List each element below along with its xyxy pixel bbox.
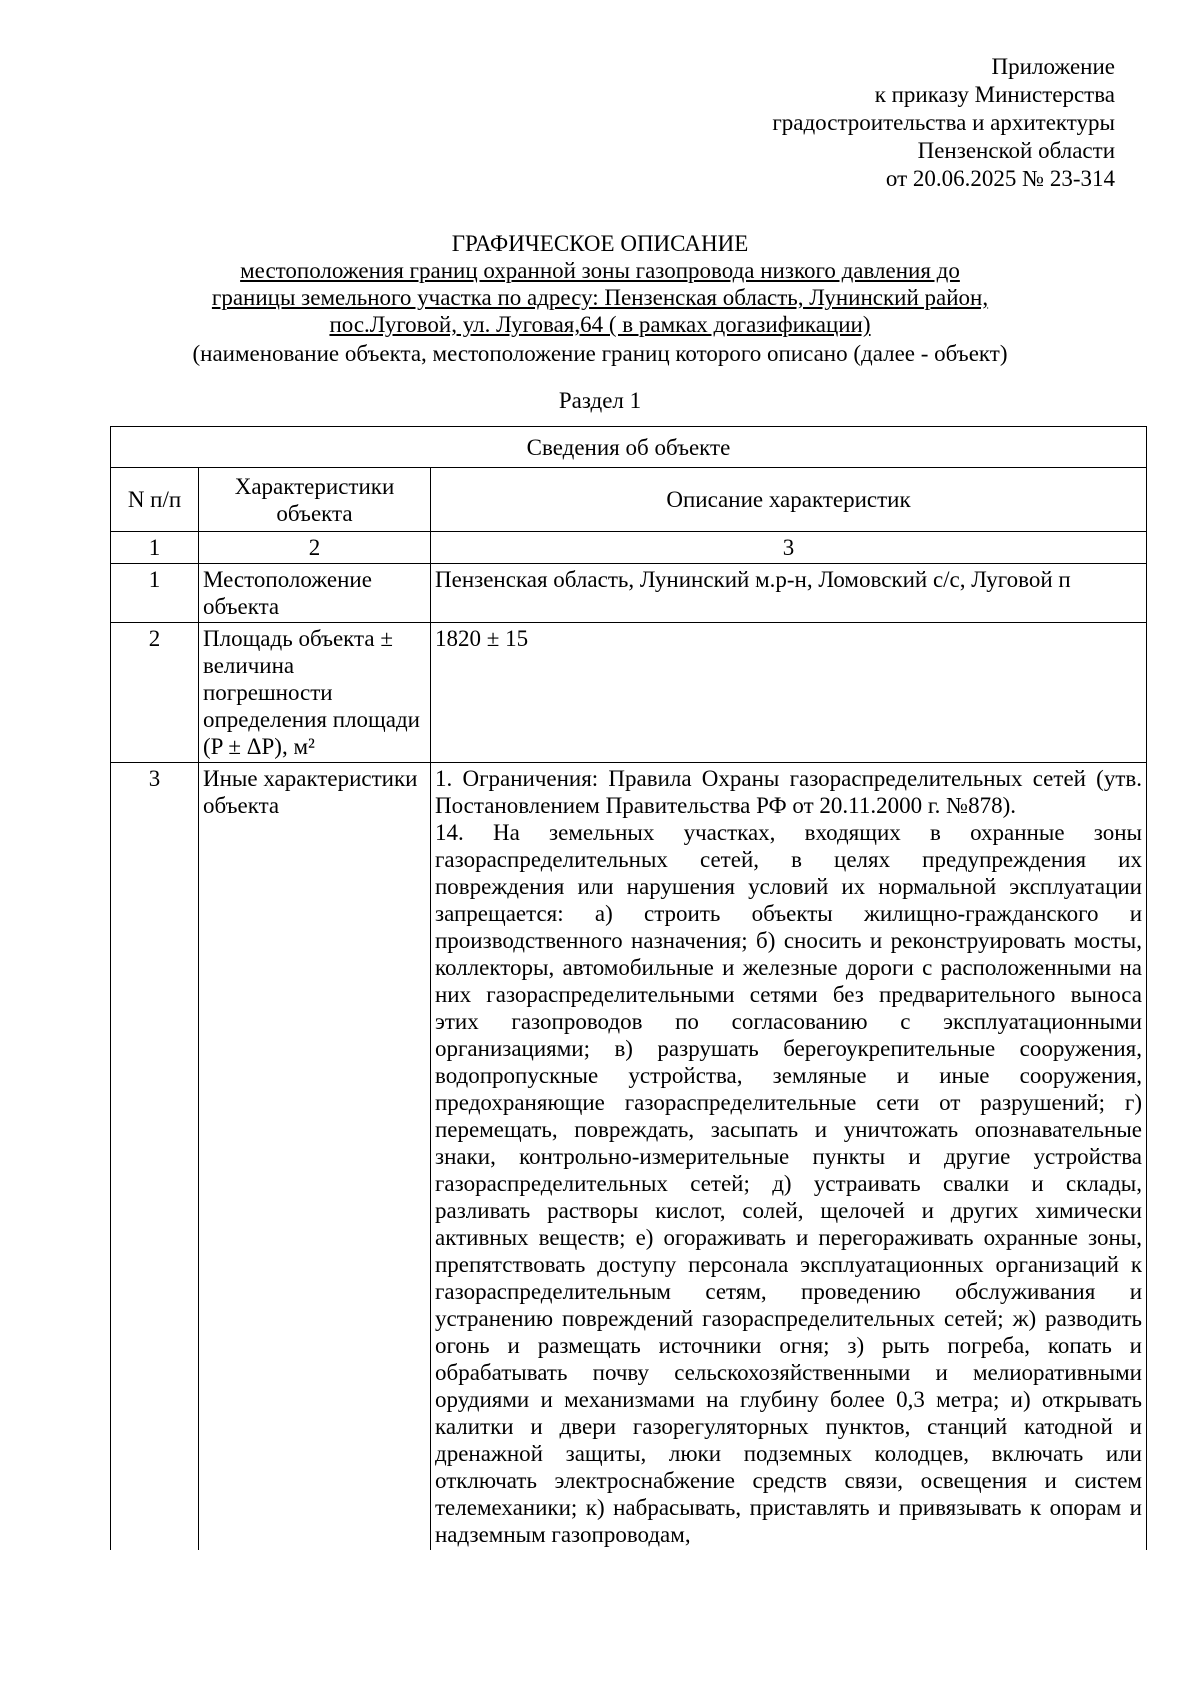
header-description: Описание характеристик <box>431 468 1147 532</box>
appendix-line: Приложение <box>991 54 1115 79</box>
row-number: 3 <box>111 763 199 1551</box>
table-row <box>111 564 1147 623</box>
header-number: N п/п <box>111 468 199 532</box>
header-characteristics: Характеристики объекта <box>199 468 431 532</box>
document-title-block <box>110 230 1090 367</box>
section-label: Раздел 1 <box>558 388 642 413</box>
document-heading: ГРАФИЧЕСКОЕ ОПИСАНИЕ <box>451 231 749 256</box>
appendix-date-number: от 20.06.2025 № 23-314 <box>885 166 1115 191</box>
column-number: 3 <box>431 532 1147 564</box>
restriction-paragraph: 14. На земельных участках, входящих в охранные зоны газораспределительных сетей, в целях предупреждения их повреждения или нарушения условий их нормальной эксплуатации запрещается: а) строить объекты жилищно-гражданского и производственного назначения; б) сносить и реконструировать мосты, коллекторы, автомобильные и железные дороги с расположенными на них газораспределительными сетями без предварительного выноса этих газопроводов по согласованию с эксплуатационными организациями; в) разрушать берегоукрепительные сооружения, водопропускные устройства, земляные и иные сооружения, предохраняющие газораспределительные сети от разрушений; г) перемещать, повреждать, засыпать и уничтожать опознавательные знаки, контрольно-измерительные пункты и другие устройства газораспределительных сетей; д) устраивать свалки и склады, разливать растворы кислот, солей, щелочей и других химически активных веществ; е) огораживать и перегораживать охранные зоны, препятствовать доступу персонала эксплуатационных организаций к газораспределительным сетям, проведению обслуживания и устранению повреждений газораспределительных сетей; ж) разводить огонь и размещать источники огня; з) рыть погреба, копать и обрабатывать почву сельскохозяйственными и мелиоративными орудиями и механизмами на глубину более 0,3 метра; и) открывать калитки и двери газорегуляторных пунктов, станций катодной и дренажной защиты, люки подземных колодцев, включать или отключать электроснабжение средств связи, освещения и систем телемеханики; к) набрасывать, приставлять и привязывать к опорам и надземным газопроводам, <box>435 820 1142 1547</box>
object-name-line: границы земельного участка по адресу: Пензенская область, Лунинский район, <box>211 285 989 310</box>
object-name-line: пос.Луговой, ул. Луговая,64 ( в рамках догазификации) <box>329 312 871 337</box>
appendix-line: градостроительства и архитектуры <box>772 110 1115 135</box>
row-number: 1 <box>111 564 199 623</box>
row-number: 2 <box>111 623 199 763</box>
column-number: 1 <box>111 532 199 564</box>
appendix-line: к приказу Министерства <box>874 82 1115 107</box>
row-value: Пензенская область, Лунинский м.р-н, Ломовский с/с, Луговой п <box>431 564 1147 623</box>
table-row <box>111 763 1147 1551</box>
row-value <box>431 763 1147 1551</box>
object-name-caption: (наименование объекта, местоположение границ которого описано (далее - объект) <box>192 341 1008 366</box>
row-characteristic: Местоположение объекта <box>199 564 431 623</box>
table-row <box>111 623 1147 763</box>
object-name-line: местоположения границ охранной зоны газопровода низкого давления до <box>240 258 960 283</box>
restriction-paragraph: 1. Ограничения: Правила Охраны газораспределительных сетей (утв. Постановлением Правительства РФ от 20.11.2000 г. №878). <box>435 766 1142 818</box>
row-characteristic: Площадь объекта ± величина погрешности определения площади (P ± ΔP), м² <box>199 623 431 763</box>
column-number: 2 <box>199 532 431 564</box>
row-characteristic: Иные характеристики объекта <box>199 763 431 1551</box>
appendix-header <box>772 53 1115 193</box>
table-caption: Сведения об объекте <box>111 427 1147 468</box>
row-value: 1820 ± 15 <box>431 623 1147 763</box>
appendix-line: Пензенской области <box>917 138 1115 163</box>
object-info-table <box>110 426 1147 1550</box>
